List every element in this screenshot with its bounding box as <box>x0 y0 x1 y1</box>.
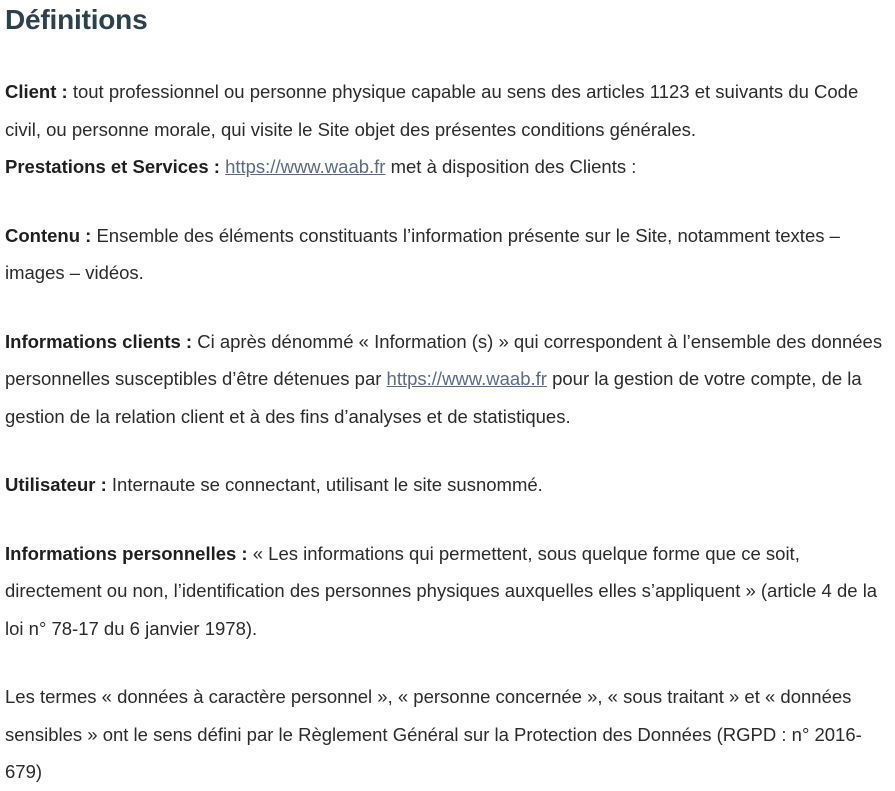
definition-informations-personnelles <box>5 535 889 648</box>
definition-label: Informations clients : <box>5 330 193 352</box>
definition-text: pour la gestion de votre compte, de la gestion de la relation client et à des fins d’analyses et de statistiques. <box>5 368 862 427</box>
definition-utilisateur <box>5 466 889 504</box>
definition-informations-clients <box>5 323 889 436</box>
definition-text: Ci après dénommé « Information (s) » qui correspondent à l’ensemble des données personnelles susceptibles d’être détenues par <box>5 330 883 389</box>
definition-text: tout professionnel ou personne physique capable au sens des articles 1123 et suivants du Code civil, ou personne morale, qui visite le Site objet des présentes conditions générales. <box>5 81 859 140</box>
definition-text: Internaute se connectant, utilisant le site susnommé. <box>106 474 543 495</box>
site-link[interactable]: https://www.waab.fr <box>386 368 547 389</box>
definition-label: Informations personnelles : <box>5 542 248 564</box>
definition-client <box>5 73 889 148</box>
closing-paragraph: Les termes « données à caractère personnel », « personne concernée », « sous traitant » et « données sensibles » ont le sens défini par le Règlement Général sur la Protection des Données (RGPD : n° 2016-679) <box>5 686 862 782</box>
definition-label: Client : <box>5 81 68 102</box>
definition-prestations <box>5 148 889 186</box>
definition-text: « Les informations qui permettent, sous quelque forme que ce soit, directement ou non, l’identification des personnes physiques auxquelles elles s’appliquent » (article 4 de la loi n° 78-17 du 6 janvier 1978). <box>5 542 878 639</box>
definition-text: Ensemble des éléments constituants l’information présente sur le Site, notamment textes – images – vidéos. <box>5 224 840 283</box>
definition-label: Contenu : <box>5 224 92 246</box>
definition-contenu <box>5 217 889 292</box>
page-title: Définitions <box>5 4 148 35</box>
definition-label: Utilisateur : <box>5 474 107 495</box>
site-link[interactable]: https://www.waab.fr <box>225 156 386 177</box>
definition-label: Prestations et Services : <box>5 156 220 177</box>
definition-text: met à disposition des Clients : <box>385 156 637 177</box>
